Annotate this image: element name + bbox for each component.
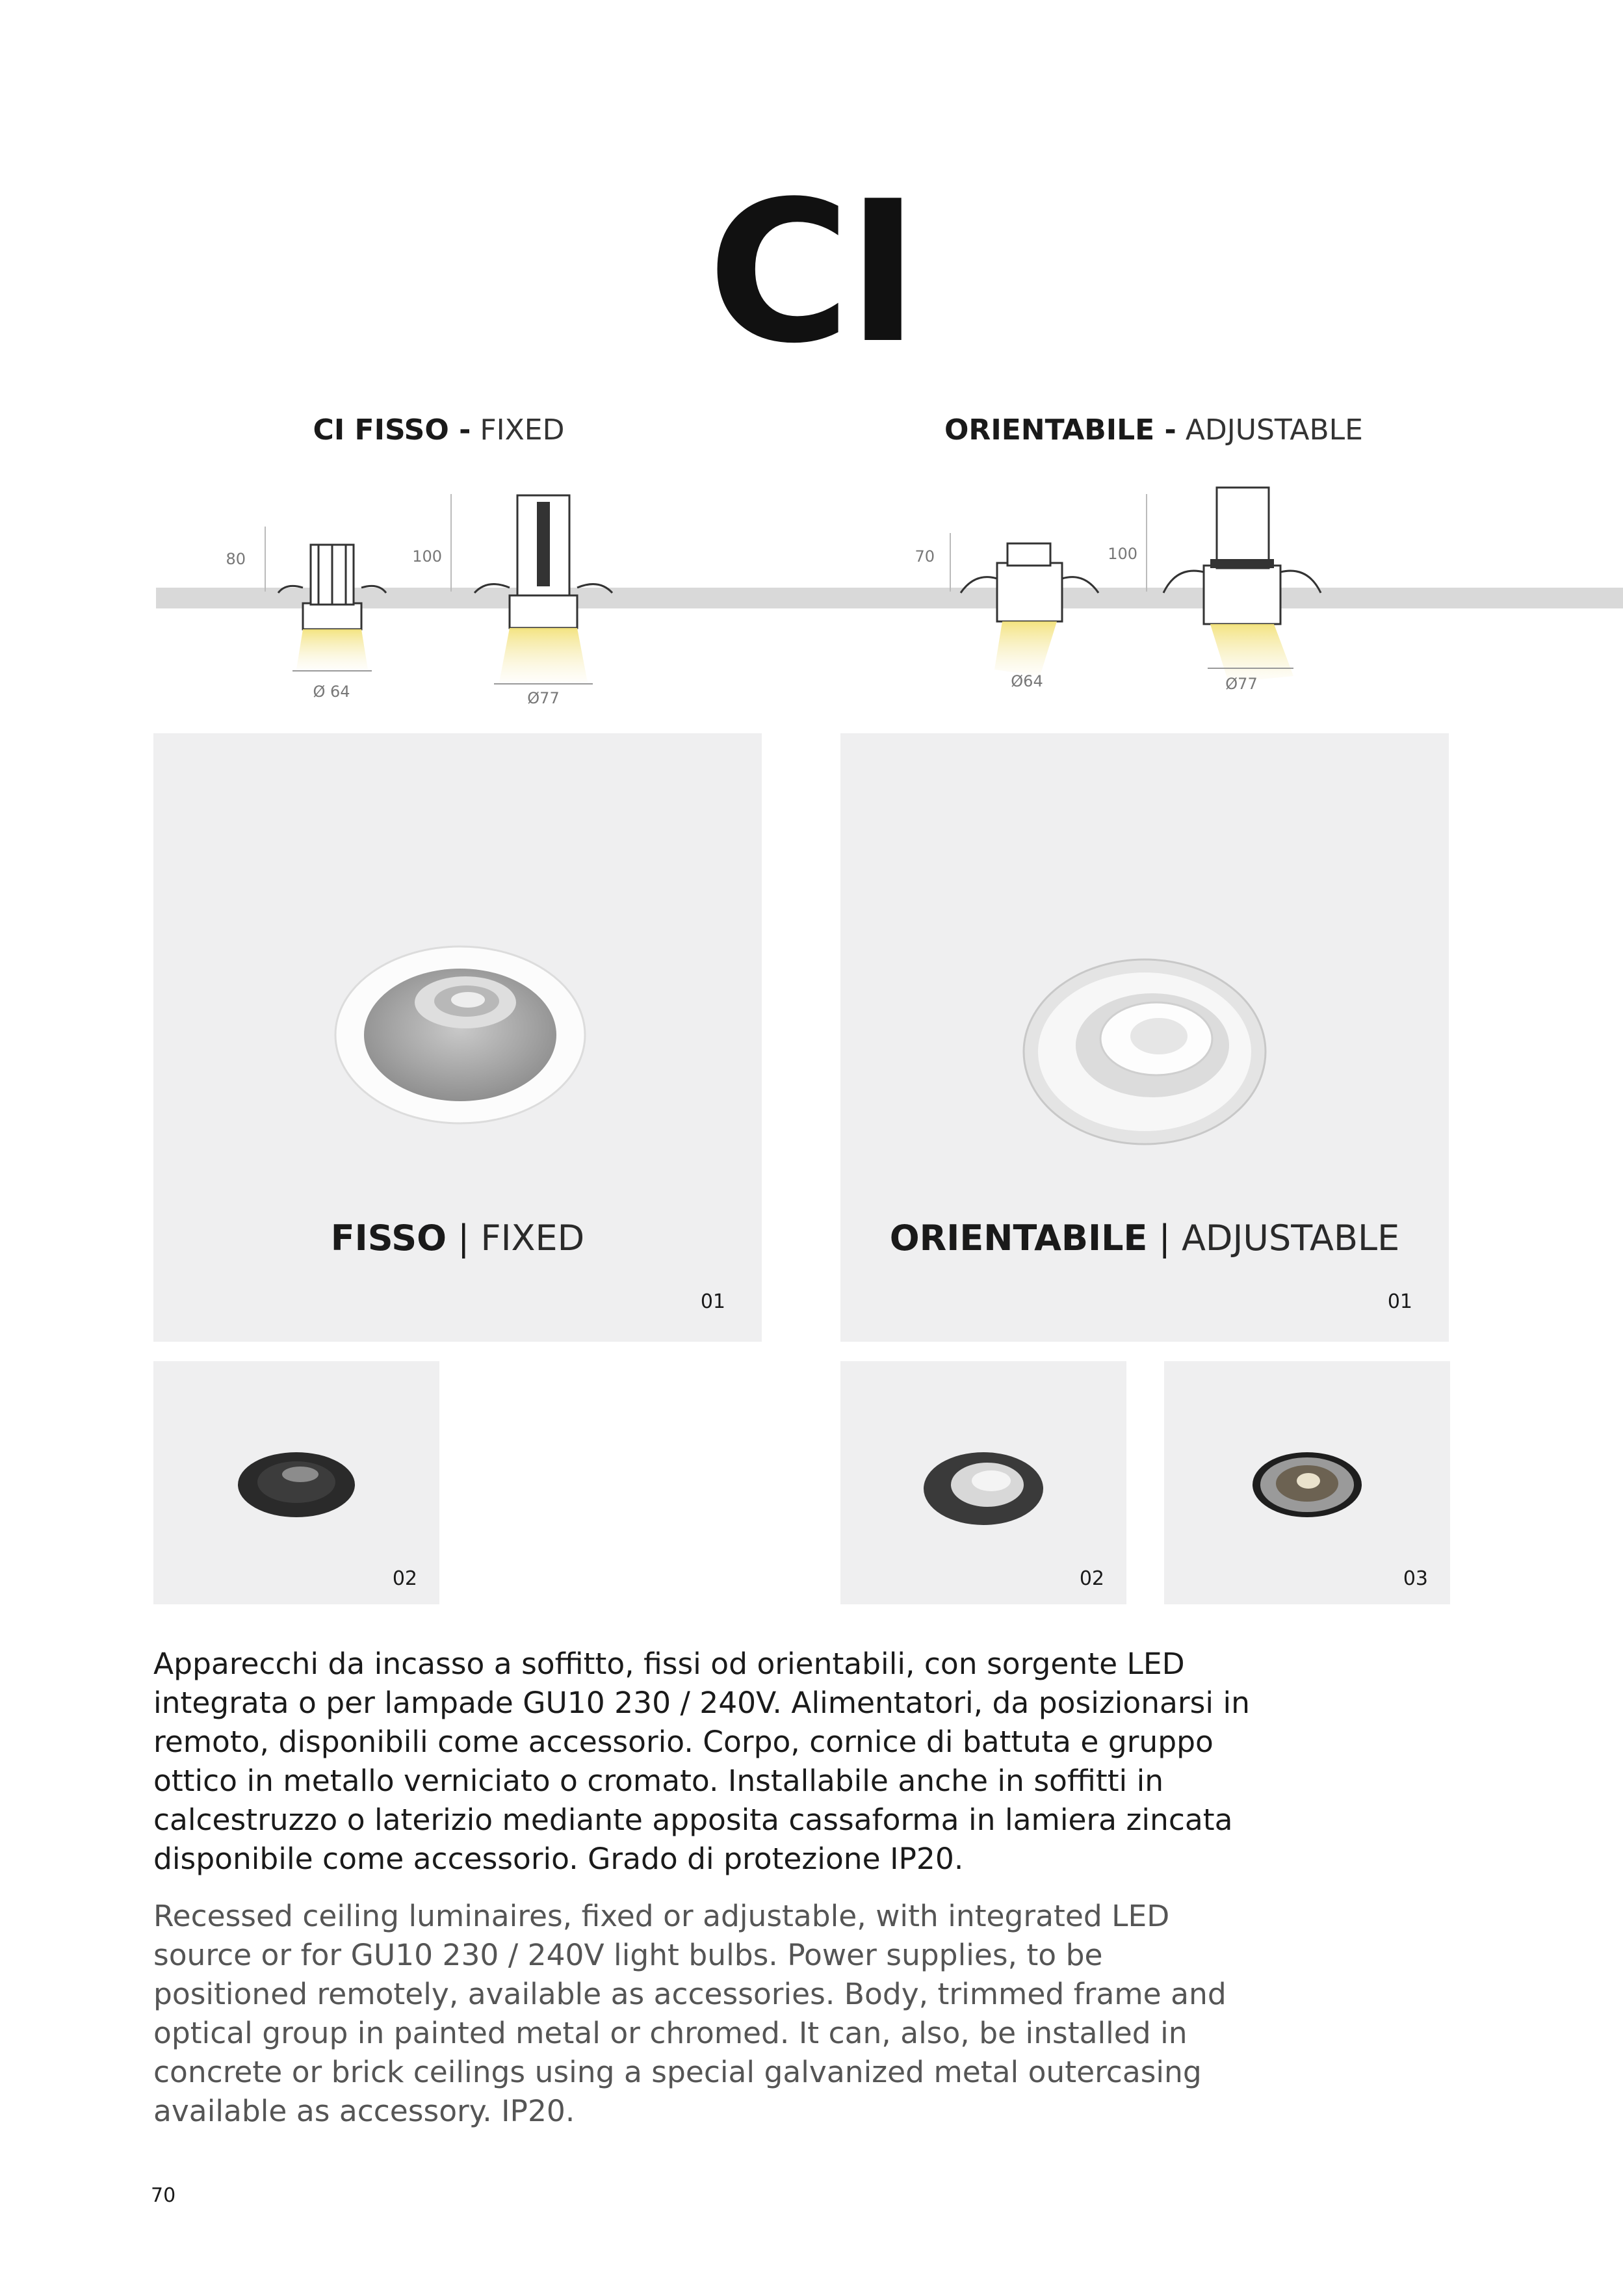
section-fixed-bold: CI FISSO - xyxy=(313,413,471,447)
section-adjustable-bold: ORIENTABILE - xyxy=(944,413,1176,447)
description-italian: Apparecchi da incasso a soffitto, fissi od orientabili, con sorgente LED integrata o per lampade GU10 230 / 240V. Alimentatori, da posizionarsi in remoto, disponibili come accessorio. Corpo, cornice di battuta e gruppo ottico in metallo verniciato o cromato. Installabile anche in soffitti in calcestruzzo o laterizio mediante apposita cassaforma in lamiera zincata disponibile come accessorio. Grado di protezione IP20. xyxy=(153,1647,1250,1876)
photo-number: 01 xyxy=(700,1290,725,1313)
section-adjustable-light: ADJUSTABLE xyxy=(1185,413,1363,447)
photo-adjustable-main xyxy=(840,733,1449,1342)
photo-adjustable-main-separator: | xyxy=(1158,1218,1171,1259)
dim-adjustable-height-large: 100 xyxy=(1108,545,1137,563)
section-header-adjustable xyxy=(780,413,1527,447)
page-title: CI xyxy=(707,159,916,386)
photo-fixed-main-label xyxy=(153,1218,762,1259)
section-fixed-light: FIXED xyxy=(480,413,565,447)
adjustable-large-luminaire-drawing xyxy=(1147,488,1321,683)
photo-number: 01 xyxy=(1387,1290,1412,1313)
photo-adjustable-black xyxy=(840,1361,1126,1604)
photo-adjustable-main-light: ADJUSTABLE xyxy=(1181,1218,1400,1259)
dim-fixed-height-small: 80 xyxy=(226,550,246,568)
dim-fixed-dia-small: Ø 64 xyxy=(313,683,350,701)
section-header-fixed xyxy=(0,413,877,447)
photo-adjustable-main-bold: ORIENTABILE xyxy=(889,1218,1148,1259)
dim-adjustable-height-small: 70 xyxy=(915,547,935,566)
photo-adjustable-main-label xyxy=(840,1218,1449,1259)
dim-adjustable-dia-large: Ø77 xyxy=(1225,675,1258,693)
technical-diagram xyxy=(0,468,1623,728)
dim-adjustable-dia-small: Ø64 xyxy=(1011,672,1043,690)
photo-fixed-main-separator: | xyxy=(458,1218,470,1259)
ceiling-band xyxy=(156,588,1623,608)
photo-fixed-main-bold: FISSO xyxy=(330,1218,447,1259)
dim-fixed-height-large: 100 xyxy=(412,547,442,566)
photo-number: 02 xyxy=(392,1567,417,1590)
photo-number: 02 xyxy=(1079,1567,1104,1590)
photo-adjustable-chrome xyxy=(1164,1361,1450,1604)
photo-number: 03 xyxy=(1403,1567,1428,1590)
dim-fixed-dia-large: Ø77 xyxy=(527,689,560,707)
description-english: Recessed ceiling luminaires, fixed or adjustable, with integrated LED source or for GU10 230 / 240V light bulbs. Power supplies, to be positioned remotely, available as accessories. Body, trimmed frame and optical group in painted metal or chromed. It can, also, be installed in concrete or brick ceilings using a special galvanized metal outercasing available as accessory. IP20. xyxy=(153,1899,1227,2128)
photo-fixed-main-light: FIXED xyxy=(480,1218,585,1259)
page-number: 70 xyxy=(151,2184,176,2207)
photo-fixed-black xyxy=(153,1361,439,1604)
photo-fixed-main xyxy=(153,733,762,1342)
